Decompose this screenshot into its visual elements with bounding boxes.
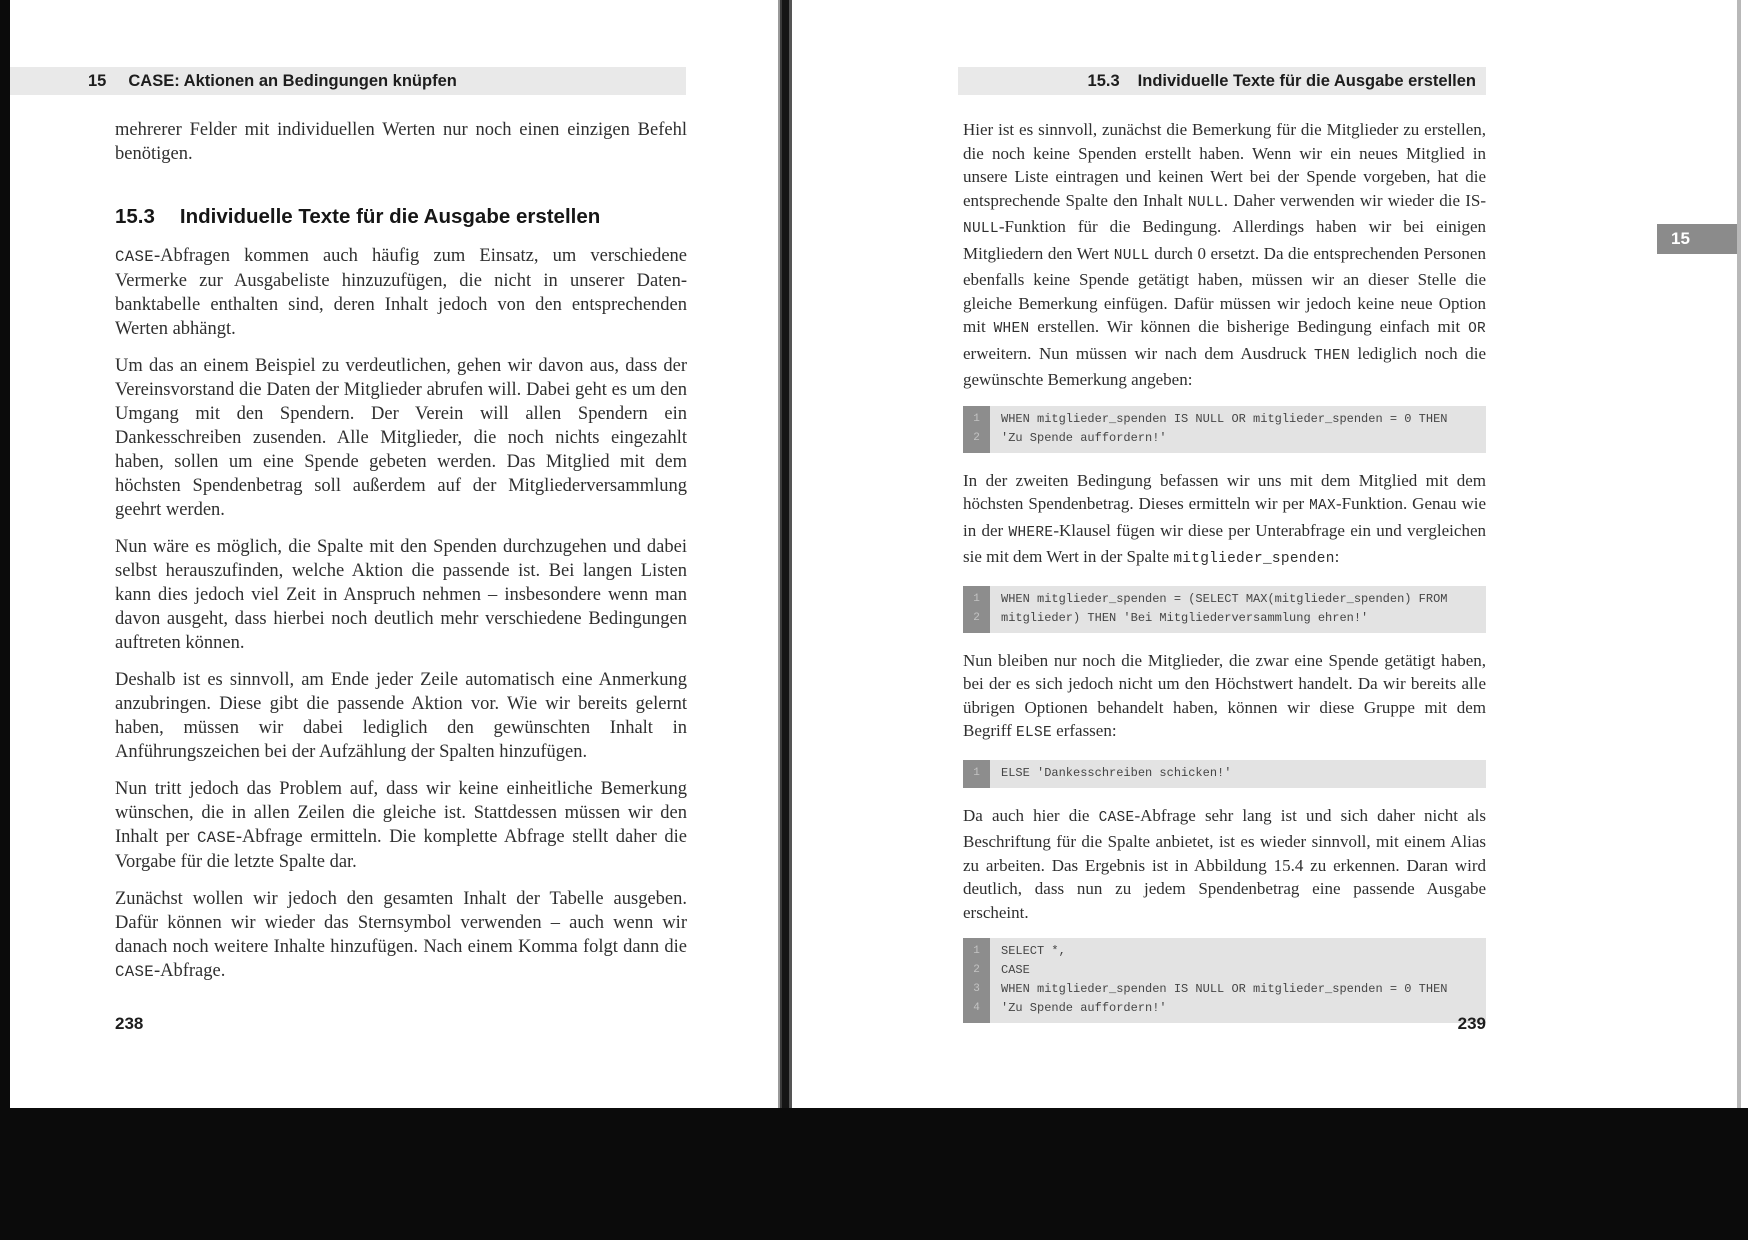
- code-line: [963, 406, 1486, 429]
- paragraph: Nun wäre es möglich, die Spalte mit den Spenden durchzugehen und dabei selbst herauszufinden, welche Aktion die passende ist. Bei langen Listen kann dies jedoch viel Zeit in Anspruch nehmen – insbesondere wenn man davon ausgeht, dass hierbei noch deutlich mehr verschiedene Bedingungen auftreten können.: [115, 537, 687, 653]
- paragraph: Um das an einem Beispiel zu verdeutlichen, gehen wir davon aus, dass der Vereinsvorstand die Daten der Mitglieder abrufen will. Dabei geht es um den Umgang mit den Spendern. Der Verein will allen Spendern ein Dankesschreiben zusenden. Alle Mitglieder, die noch nichts eingezahlt haben, sollen um eine Spende gebeten werden. Das Mitglied mit dem höchsten Spendenbetrag soll außerdem auf der Mitgliederversammlung geehrt werden.: [115, 356, 687, 520]
- running-header-title: CASE: Aktionen an Bedingungen knüpfen: [128, 71, 457, 90]
- paragraph: Da auch hier die CASE-Abfrage sehr lang ist und sich daher nicht als Beschriftung für die Spalte anbietet, ist es wieder sinnvoll, mit einem Alias zu arbeiten. Das Ergebnis ist in Abbildung 15.4 zu erkennen. Daran wird deutlich, dass nun zu jedem Spendenbetrag eine passende Ausgabe erscheint.: [963, 805, 1486, 922]
- code-text: 'Zu Spende auffordern!': [990, 999, 1486, 1023]
- code-line: [963, 961, 1486, 980]
- text-column-right: [963, 118, 1486, 1039]
- paragraph: CASE-Abfragen kommen auch häufig zum Einsatz, um verschiedene Vermerke zur Ausgabeliste hinzuzufügen, die nicht in unserer Datenbanktabelle enthalten sind, deren Inhalt jedoch von den entsprechenden Werten abhängt.: [115, 246, 687, 339]
- page-right: [792, 0, 1737, 1108]
- line-number: 1: [963, 406, 990, 429]
- line-number: 2: [963, 961, 990, 980]
- chapter-thumb-tab: [1657, 224, 1741, 254]
- running-header-title: Individuelle Texte für die Ausgabe erstellen: [1137, 71, 1476, 90]
- code-text: WHEN mitglieder_spenden IS NULL OR mitglieder_spenden = 0 THEN: [990, 406, 1486, 429]
- line-number: 1: [963, 760, 990, 788]
- line-number: 1: [963, 586, 990, 609]
- code-line: [963, 429, 1486, 453]
- line-number: 3: [963, 980, 990, 999]
- section-heading-number: 15.3: [115, 205, 155, 228]
- code-line: [963, 760, 1486, 788]
- bottom-scan-edge-bar: [0, 1108, 1748, 1240]
- code-listing-3: [963, 760, 1486, 788]
- text-column-left: [115, 118, 687, 997]
- line-number: 4: [963, 999, 990, 1023]
- code-text: 'Zu Spende auffordern!': [990, 429, 1486, 453]
- right-page-edge-line: [1737, 0, 1741, 1108]
- code-listing-2: [963, 586, 1486, 633]
- line-number: 2: [963, 429, 990, 453]
- paragraph: Zunächst wollen wir jedoch den gesamten Inhalt der Tabelle ausgeben. Dafür können wir wieder das Sternsymbol verwenden – auch wenn wir danach noch weitere Inhalte hinzufügen. Nach einem Komma folgt dann die CASE-Abfrage.: [115, 889, 687, 981]
- code-line: [963, 609, 1486, 633]
- code-line: [963, 938, 1486, 961]
- code-listing-1: [963, 406, 1486, 453]
- page-number-left: 238: [115, 1014, 144, 1033]
- running-header-section-number: 15.3: [1087, 71, 1120, 90]
- page-gutter-divider: [778, 0, 792, 1108]
- line-number: 1: [963, 938, 990, 961]
- section-heading-title: Individuelle Texte für die Ausgabe erstellen: [179, 205, 601, 228]
- paragraph: Nun bleiben nur noch die Mitglieder, die zwar eine Spende getätigt haben, bei der es sich jedoch nicht um den Höchstwert handelt. Da wir bereits alle übrigen Optionen behandelt haben, können wir diese Gruppe mit dem Begriff ELSE erfassen:: [963, 650, 1486, 741]
- code-text: CASE: [990, 961, 1486, 980]
- page-number-right: 239: [1457, 1014, 1486, 1033]
- left-scan-edge-bar: [0, 0, 10, 1240]
- page-left: [10, 0, 778, 1108]
- line-number: 2: [963, 609, 990, 633]
- running-header-chapter-number: 15: [88, 71, 107, 90]
- code-text: ELSE 'Dankesschreiben schicken!': [990, 760, 1486, 788]
- code-line: [963, 980, 1486, 999]
- code-line: [963, 586, 1486, 609]
- paragraph: In der zweiten Bedingung befassen wir uns mit dem Mitglied mit dem höchsten Spendenbetrag. Dieses ermitteln wir per MAX-Funktion. Genau wie in der WHERE-Klausel fügen wir diese per Unterabfrage ein und vergleichen sie mit dem Wert in der Spalte mitglieder_spenden:: [963, 470, 1486, 567]
- code-text: SELECT *,: [990, 938, 1486, 961]
- code-text: mitglieder) THEN 'Bei Mitgliederversammlung ehren!': [990, 609, 1486, 633]
- paragraph: Nun tritt jedoch das Problem auf, dass wir keine einheitliche Bemerkung wünschen, die in allen Zeilen die gleiche ist. Stattdessen müssen wir den Inhalt per CASE-Abfrage ermitteln. Die komplette Abfrage stellt daher die Vorgabe für die letzte Spalte dar.: [115, 779, 687, 872]
- running-header-left: [10, 67, 686, 95]
- running-header-right: [958, 67, 1486, 95]
- paragraph: mehrerer Felder mit individuellen Werten nur noch einen einzigen Befehl benötigen.: [115, 120, 687, 164]
- code-text: WHEN mitglieder_spenden = (SELECT MAX(mitglieder_spenden) FROM: [990, 586, 1486, 609]
- code-text: WHEN mitglieder_spenden IS NULL OR mitglieder_spenden = 0 THEN: [990, 980, 1486, 999]
- section-heading: [115, 205, 687, 229]
- paragraph: Deshalb ist es sinnvoll, am Ende jeder Zeile automatisch eine Anmerkung anzubringen. Diese gibt die passende Aktion vor. Wie wir bereits gelernt haben, müssen wir dabei lediglich den gewünschten Inhalt in Anführungszeichen bei der Aufzählung der Spalten hinzufügen.: [115, 670, 687, 762]
- code-listing-4: [963, 938, 1486, 1023]
- chapter-thumb-tab-number: 15: [1671, 229, 1690, 248]
- paragraph: Hier ist es sinnvoll, zunächst die Bemerkung für die Mitglieder zu erstellen, die noch keine Spenden erstellt haben. Wenn wir ein neues Mitglied in unsere Liste eintragen und keinen Wert bei der Spende vorgeben, hat die entsprechende Spalte den Inhalt NULL. Daher verwenden wir wieder die IS-NULL-Funktion für die Bedingung. Allerdings haben wir bei einigen Mitgliedern den Wert NULL durch 0 ersetzt. Da die entsprechenden Personen ebenfalls keine Spende getätigt haben, müssen wir an dieser Stelle die gleiche Bemerkung einfügen. Dafür müssen wir jedoch keine neue Option mit WHEN erstellen. Wir können die bisherige Bedingung einfach mit OR erweitern. Nun müssen wir nach dem Ausdruck THEN lediglich noch die gewünschte Bemerkung angeben:: [963, 120, 1487, 389]
